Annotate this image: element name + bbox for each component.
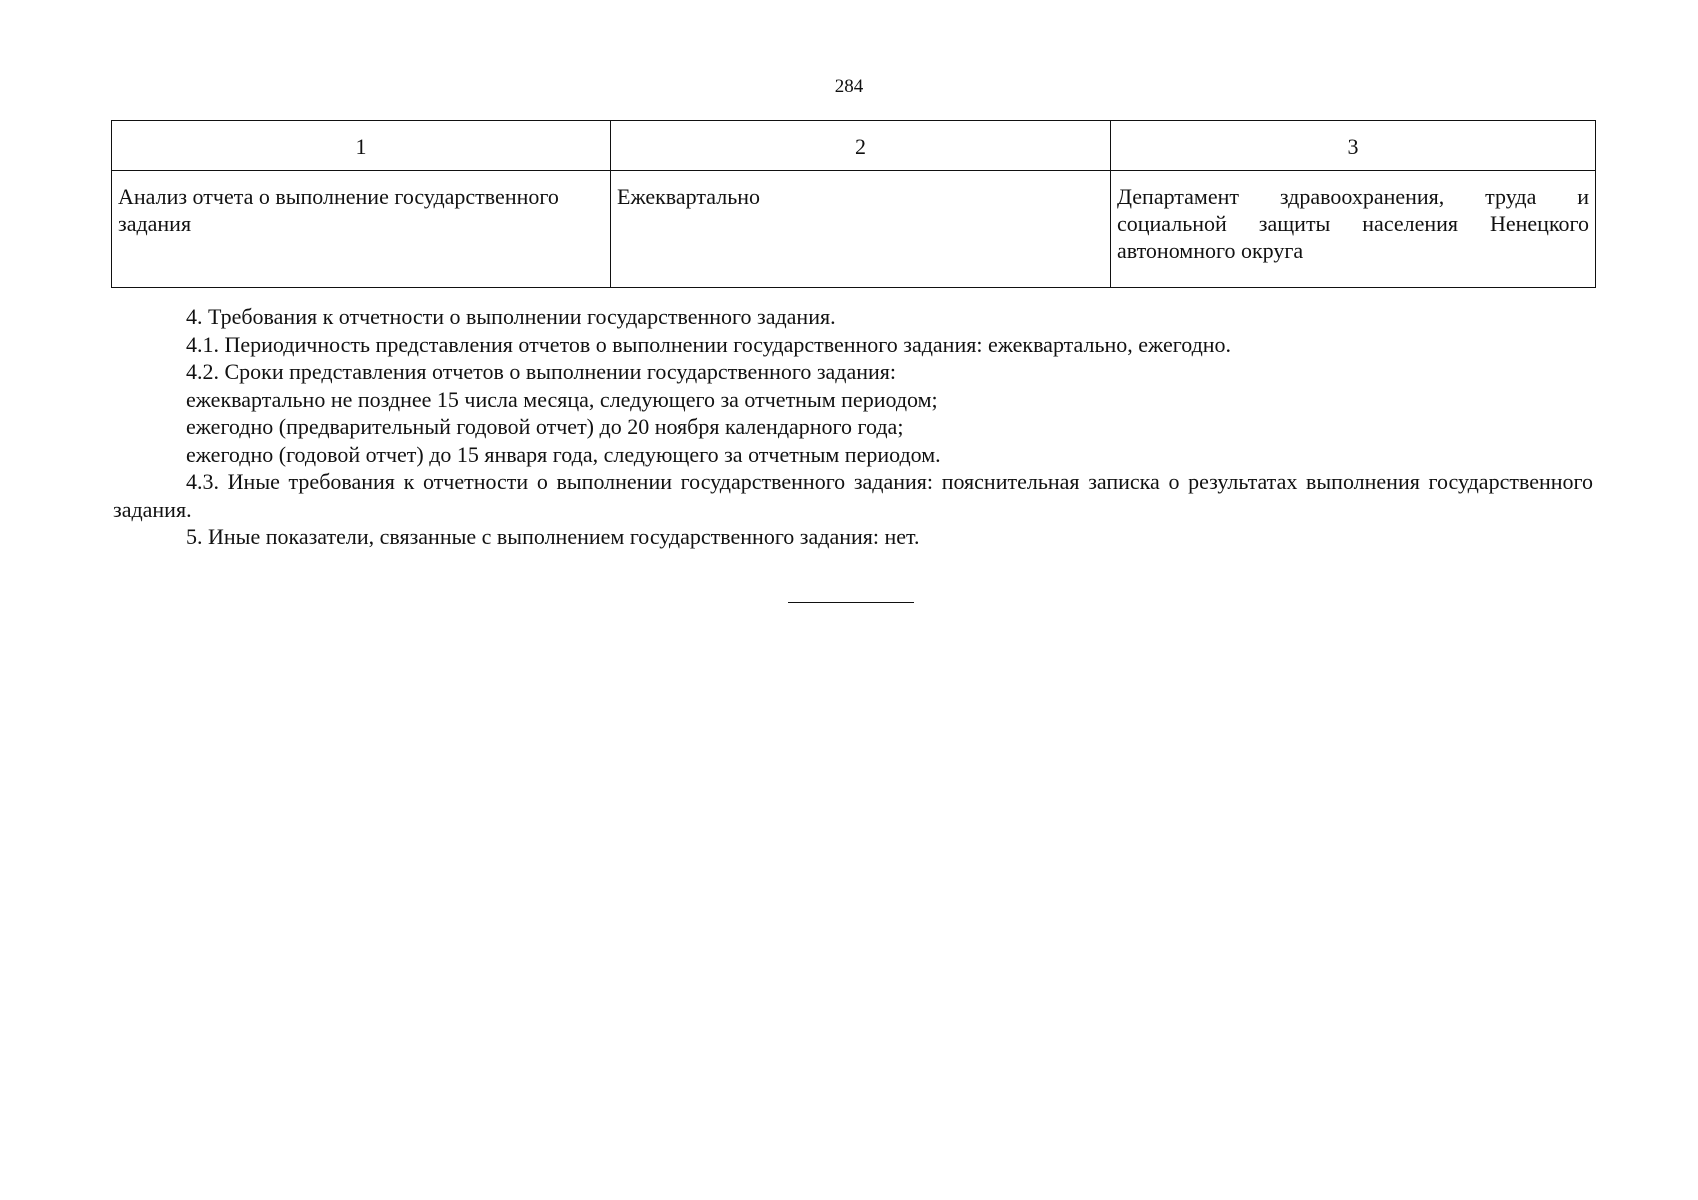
section-4-3-other-requirements: 4.3. Иные требования к отчетности о выполнении государственного задания: пояснительная записка о результатах выполнения государственного задания. [113, 469, 1593, 522]
table-row [112, 171, 1596, 288]
deadline-preliminary-annual: ежегодно (предварительный годовой отчет) до 20 ноября календарного года; [186, 414, 904, 439]
column-header-1: 1 [112, 121, 611, 171]
column-header-3: 3 [1111, 121, 1596, 171]
control-table [111, 120, 1596, 288]
control-form-cell: Анализ отчета о выполнение государственного задания [112, 171, 611, 288]
deadline-quarterly: ежеквартально не позднее 15 числа месяца, следующего за отчетным периодом; [186, 386, 938, 412]
executive-body-cell: Департамент здравоохранения, труда и социальной защиты населения Ненецкого автономного округа [1111, 171, 1596, 288]
page-number: 284 [834, 76, 864, 97]
section-5-other-indicators: 5. Иные показатели, связанные с выполнением государственного задания: нет. [186, 524, 920, 549]
report-requirements-text [113, 303, 1593, 551]
end-divider [788, 602, 914, 603]
deadline-annual: ежегодно (годовой отчет) до 15 января года, следующего за отчетным периодом. [186, 441, 941, 467]
table-header-row [112, 121, 1596, 171]
column-header-2: 2 [611, 121, 1111, 171]
periodicity-cell: Ежеквартально [611, 171, 1111, 288]
section-4-2-deadlines: 4.2. Сроки представления отчетов о выполнении государственного задания: [186, 359, 897, 384]
section-4-heading: 4. Требования к отчетности о выполнении государственного задания. [186, 304, 836, 329]
section-4-1-periodicity: 4.1. Периодичность представления отчетов о выполнении государственного задания: ежеквартально, ежегодно. [186, 331, 1232, 357]
